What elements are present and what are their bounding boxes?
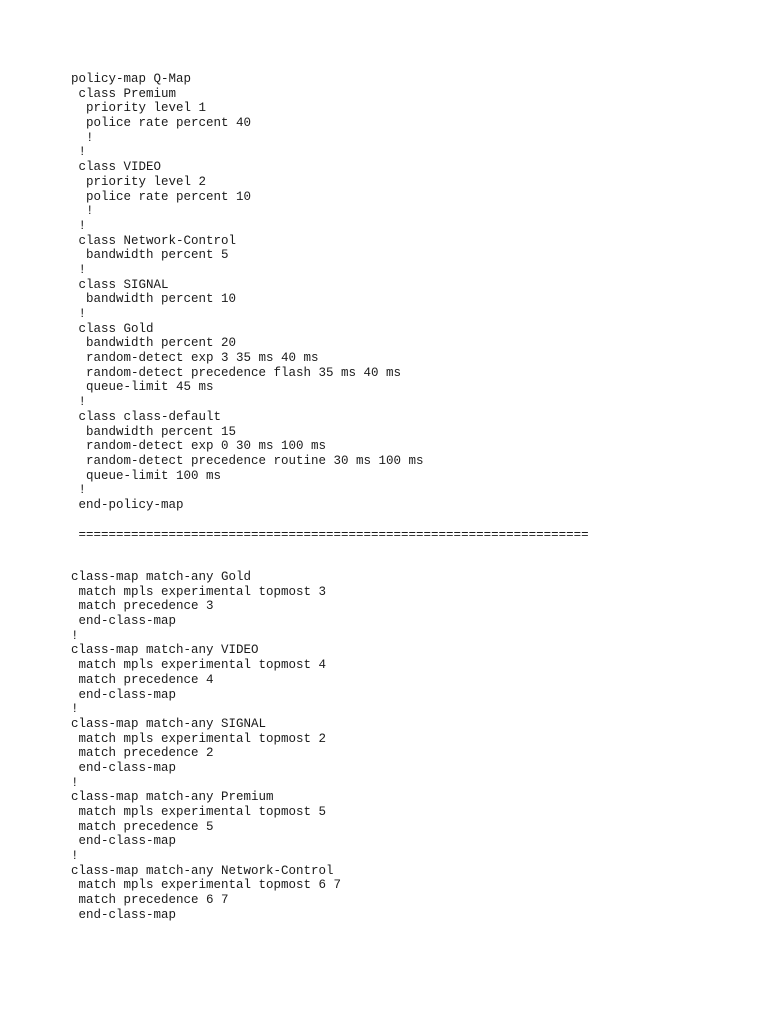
class-map-line: class-map match-any Gold [71, 570, 252, 584]
class-map-line: class-map match-any Network-Control [71, 863, 334, 878]
policy-map-line: ! [71, 130, 94, 145]
class-map-line: match precedence 2 [71, 746, 214, 761]
policy-map-line: priority level 2 [71, 174, 207, 189]
policy-map-line: police rate percent 10 [71, 189, 252, 204]
policy-map-line: ! [71, 218, 87, 233]
policy-map-line: random-detect exp 0 30 ms 100 ms [71, 439, 327, 454]
policy-map-line: random-detect precedence routine 30 ms 100 ms [71, 453, 424, 468]
class-map-line: match precedence 3 [71, 599, 214, 614]
class-map-line: end-class-map [71, 834, 177, 849]
policy-map-line: class VIDEO [71, 160, 162, 175]
class-map-config [71, 570, 341, 923]
class-map-line: ! [71, 849, 79, 864]
policy-map-line: class Premium [71, 86, 177, 101]
class-map-line: match mpls experimental topmost 5 [71, 805, 327, 819]
policy-map-line: class Network-Control [71, 233, 237, 248]
class-map-line: end-class-map [71, 760, 177, 775]
class-map-line: ! [71, 702, 79, 717]
class-map-line: end-class-map [71, 687, 177, 702]
policy-map-line: class class-default [71, 409, 222, 424]
policy-map-line: ! [71, 262, 87, 277]
class-map-line: match mpls experimental topmost 2 [71, 731, 327, 746]
class-map-line: match mpls experimental topmost 4 [71, 658, 327, 673]
class-map-line: match mpls experimental topmost 3 [71, 584, 327, 599]
class-map-line: end-class-map [71, 907, 177, 922]
policy-map-line: ! [71, 307, 87, 321]
class-map-line: end-class-map [71, 614, 177, 629]
policy-map-line: ! [71, 204, 94, 219]
class-map-line: match mpls experimental topmost 6 7 [71, 878, 342, 893]
policy-map-line: queue-limit 100 ms [71, 468, 222, 483]
section-separator: ==================================================================== [71, 528, 589, 542]
policy-map-line: priority level 1 [71, 101, 207, 116]
policy-map-line: ! [71, 483, 87, 498]
policy-map-line: bandwidth percent 10 [71, 292, 237, 307]
class-map-line: ! [71, 775, 79, 790]
policy-map-line: policy-map Q-Map [71, 72, 192, 86]
policy-map-line: class Gold [71, 321, 154, 336]
class-map-line: class-map match-any VIDEO [71, 643, 259, 658]
policy-map-line: ! [71, 395, 87, 410]
policy-map-line: police rate percent 40 [71, 116, 252, 131]
policy-map-line: random-detect precedence flash 35 ms 40 ms [71, 365, 402, 380]
class-map-line: match precedence 6 7 [71, 893, 229, 908]
policy-map-line: bandwidth percent 20 [71, 336, 237, 351]
policy-map-line: random-detect exp 3 35 ms 40 ms [71, 351, 319, 366]
class-map-line: ! [71, 628, 79, 643]
class-map-line: match precedence 4 [71, 672, 214, 687]
policy-map-line: queue-limit 45 ms [71, 380, 214, 395]
policy-map-config [71, 72, 424, 513]
class-map-line: class-map match-any SIGNAL [71, 716, 267, 731]
policy-map-line: end-policy-map [71, 497, 184, 512]
class-map-line: class-map match-any Premium [71, 790, 274, 805]
policy-map-line: ! [71, 145, 87, 160]
policy-map-line: class SIGNAL [71, 277, 169, 292]
policy-map-line: bandwidth percent 5 [71, 248, 229, 263]
class-map-line: match precedence 5 [71, 819, 214, 834]
policy-map-line: bandwidth percent 15 [71, 424, 237, 439]
